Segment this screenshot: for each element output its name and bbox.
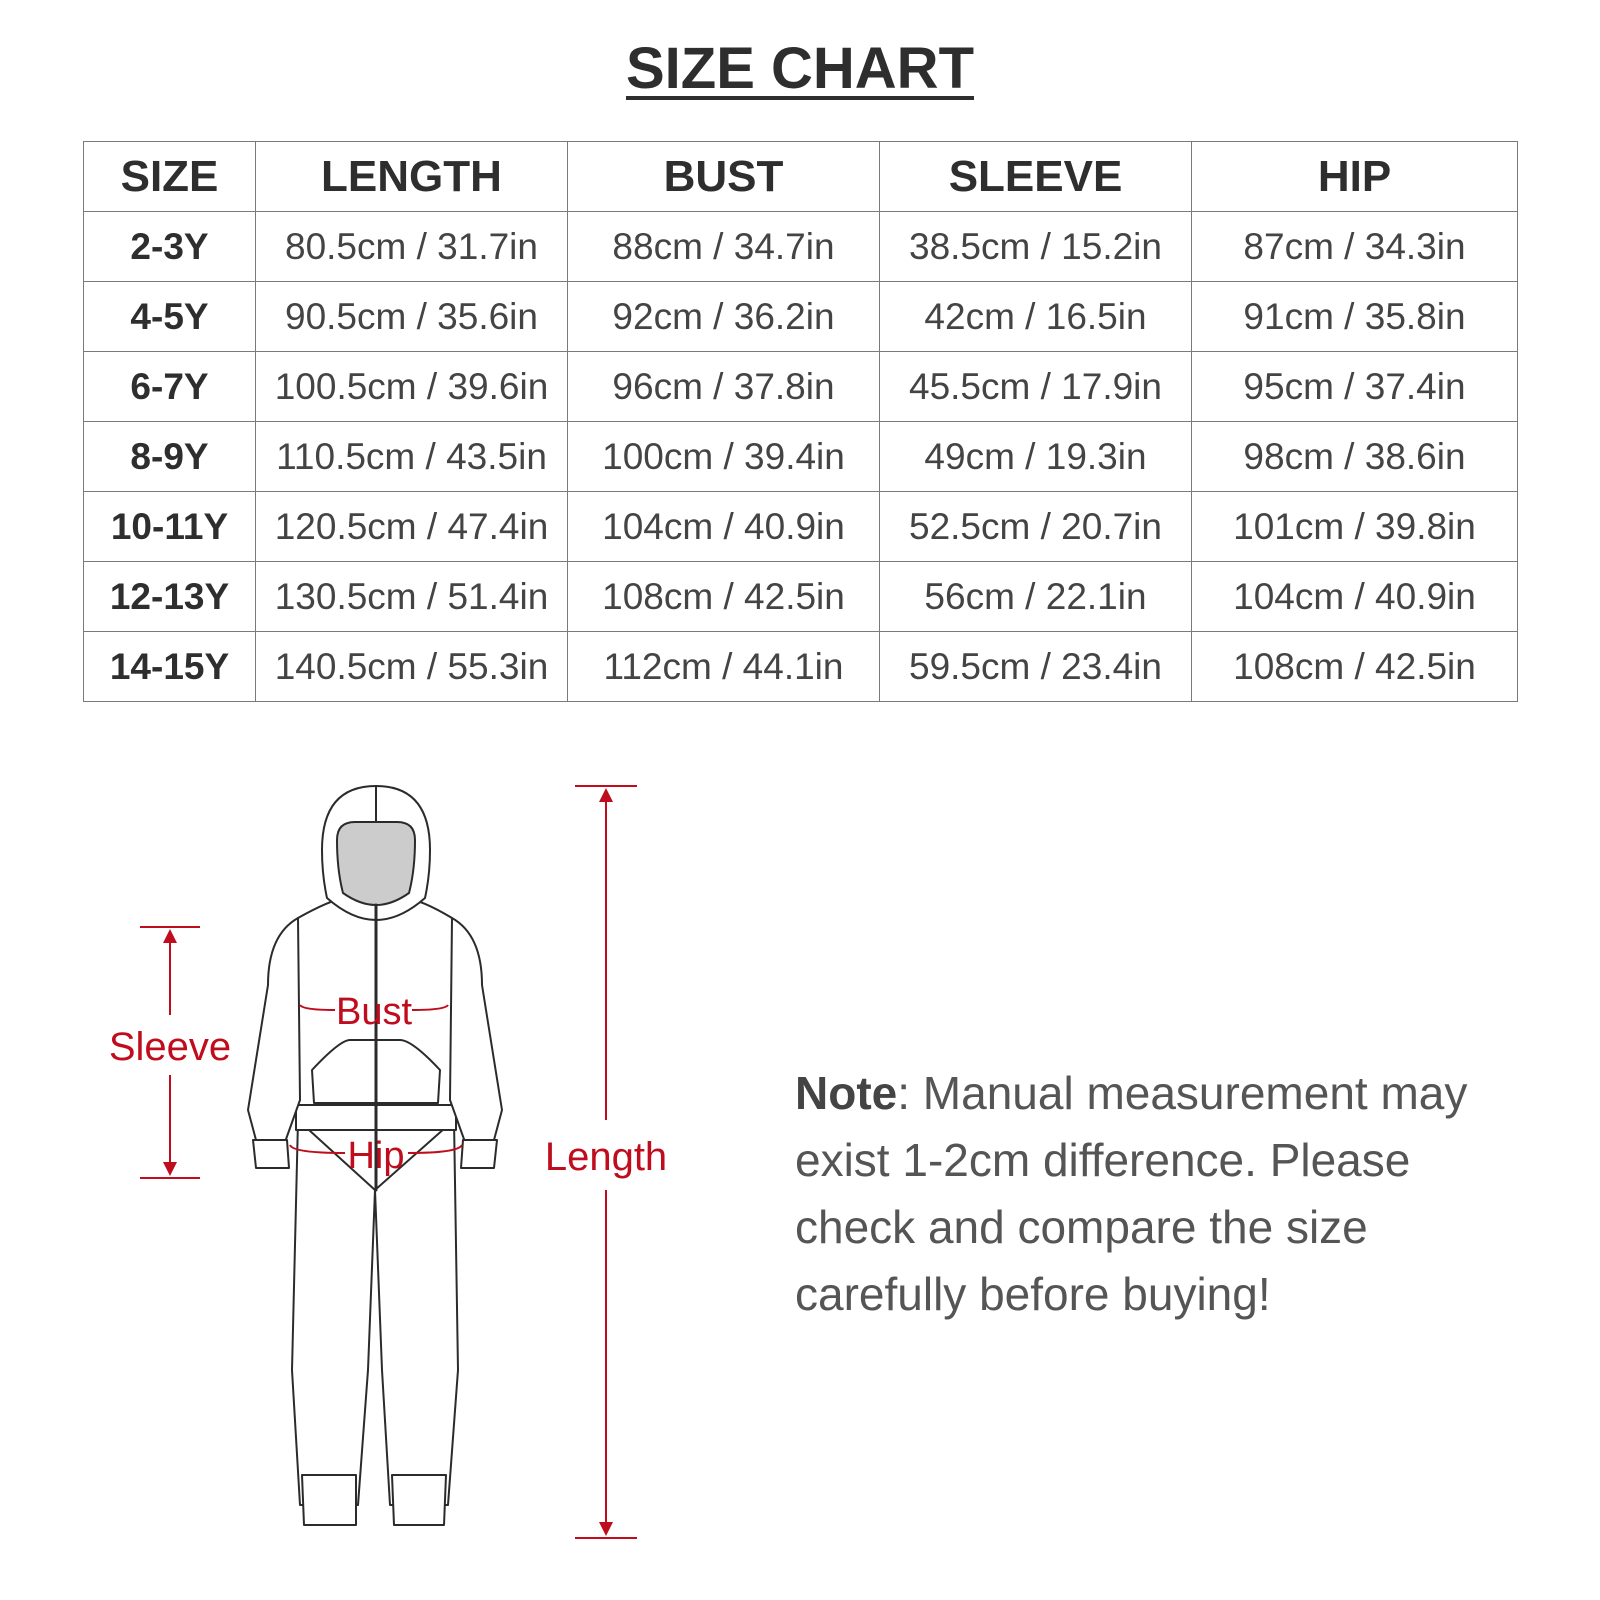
measurement-cell-sleeve: 56cm / 22.1in [880,562,1192,632]
size-cell: 10-11Y [84,492,256,562]
size-cell: 6-7Y [84,352,256,422]
column-header-hip: HIP [1192,142,1518,212]
measurement-cell-sleeve: 49cm / 19.3in [880,422,1192,492]
length-arrow-up [599,788,613,802]
left-wrist-cuff [253,1140,289,1168]
measurement-cell-length: 140.5cm / 55.3in [256,632,568,702]
page-title [0,34,1600,104]
size-cell: 14-15Y [84,632,256,702]
table-row [84,352,1518,422]
size-cell: 2-3Y [84,212,256,282]
measurement-cell-hip: 108cm / 42.5in [1192,632,1518,702]
measurement-cell-bust: 112cm / 44.1in [568,632,880,702]
measurement-cell-sleeve: 52.5cm / 20.7in [880,492,1192,562]
hip-label: Hip [347,1135,405,1177]
column-header-bust: BUST [568,142,880,212]
size-cell: 8-9Y [84,422,256,492]
table-row [84,212,1518,282]
column-header-size: SIZE [84,142,256,212]
measurement-cell-length: 110.5cm / 43.5in [256,422,568,492]
measurement-cell-bust: 88cm / 34.7in [568,212,880,282]
left-ankle-cuff [302,1475,356,1525]
note-paragraph [795,1060,1535,1328]
measurement-cell-bust: 92cm / 36.2in [568,282,880,352]
measurement-cell-hip: 91cm / 35.8in [1192,282,1518,352]
table-row [84,282,1518,352]
table-header-row [84,142,1518,212]
measurement-cell-sleeve: 38.5cm / 15.2in [880,212,1192,282]
table-body [84,212,1518,702]
size-cell: 12-13Y [84,562,256,632]
right-ankle-cuff [392,1475,446,1525]
measurement-cell-sleeve: 59.5cm / 23.4in [880,632,1192,702]
title-text: SIZE CHART [626,36,974,101]
right-sleeve [450,918,502,1142]
table-row [84,562,1518,632]
sleeve-arrow-up [163,929,177,943]
sleeve-label: Sleeve [108,1025,232,1069]
table-row [84,422,1518,492]
table-row [84,632,1518,702]
length-arrow-down [599,1522,613,1536]
measurement-cell-bust: 104cm / 40.9in [568,492,880,562]
right-wrist-cuff [461,1140,497,1168]
measurement-cell-hip: 87cm / 34.3in [1192,212,1518,282]
measurement-cell-length: 90.5cm / 35.6in [256,282,568,352]
bust-label: Bust [335,991,413,1033]
measurement-cell-bust: 108cm / 42.5in [568,562,880,632]
measurement-cell-sleeve: 45.5cm / 17.9in [880,352,1192,422]
measurement-cell-length: 130.5cm / 51.4in [256,562,568,632]
size-cell: 4-5Y [84,282,256,352]
table-row [84,492,1518,562]
measurement-cell-hip: 95cm / 37.4in [1192,352,1518,422]
note-label: Note [795,1067,898,1119]
measurement-cell-bust: 96cm / 37.8in [568,352,880,422]
measurement-cell-sleeve: 42cm / 16.5in [880,282,1192,352]
column-header-sleeve: SLEEVE [880,142,1192,212]
measurement-cell-hip: 104cm / 40.9in [1192,562,1518,632]
hood-opening [337,822,415,905]
left-leg [292,1120,375,1505]
size-table [83,141,1518,702]
measurement-cell-length: 120.5cm / 47.4in [256,492,568,562]
jumpsuit-measurement-figure [0,760,720,1560]
measurement-cell-bust: 100cm / 39.4in [568,422,880,492]
measurement-cell-length: 100.5cm / 39.6in [256,352,568,422]
column-header-length: LENGTH [256,142,568,212]
note-text: : Manual measurement may exist 1-2cm difference. Please check and compare the size carefully before buying! [795,1067,1468,1320]
left-sleeve [248,918,300,1142]
measurement-cell-hip: 101cm / 39.8in [1192,492,1518,562]
sleeve-arrow-down [163,1162,177,1176]
measurement-cell-length: 80.5cm / 31.7in [256,212,568,282]
length-label: Length [544,1135,668,1179]
right-leg [375,1120,458,1505]
measurement-cell-hip: 98cm / 38.6in [1192,422,1518,492]
